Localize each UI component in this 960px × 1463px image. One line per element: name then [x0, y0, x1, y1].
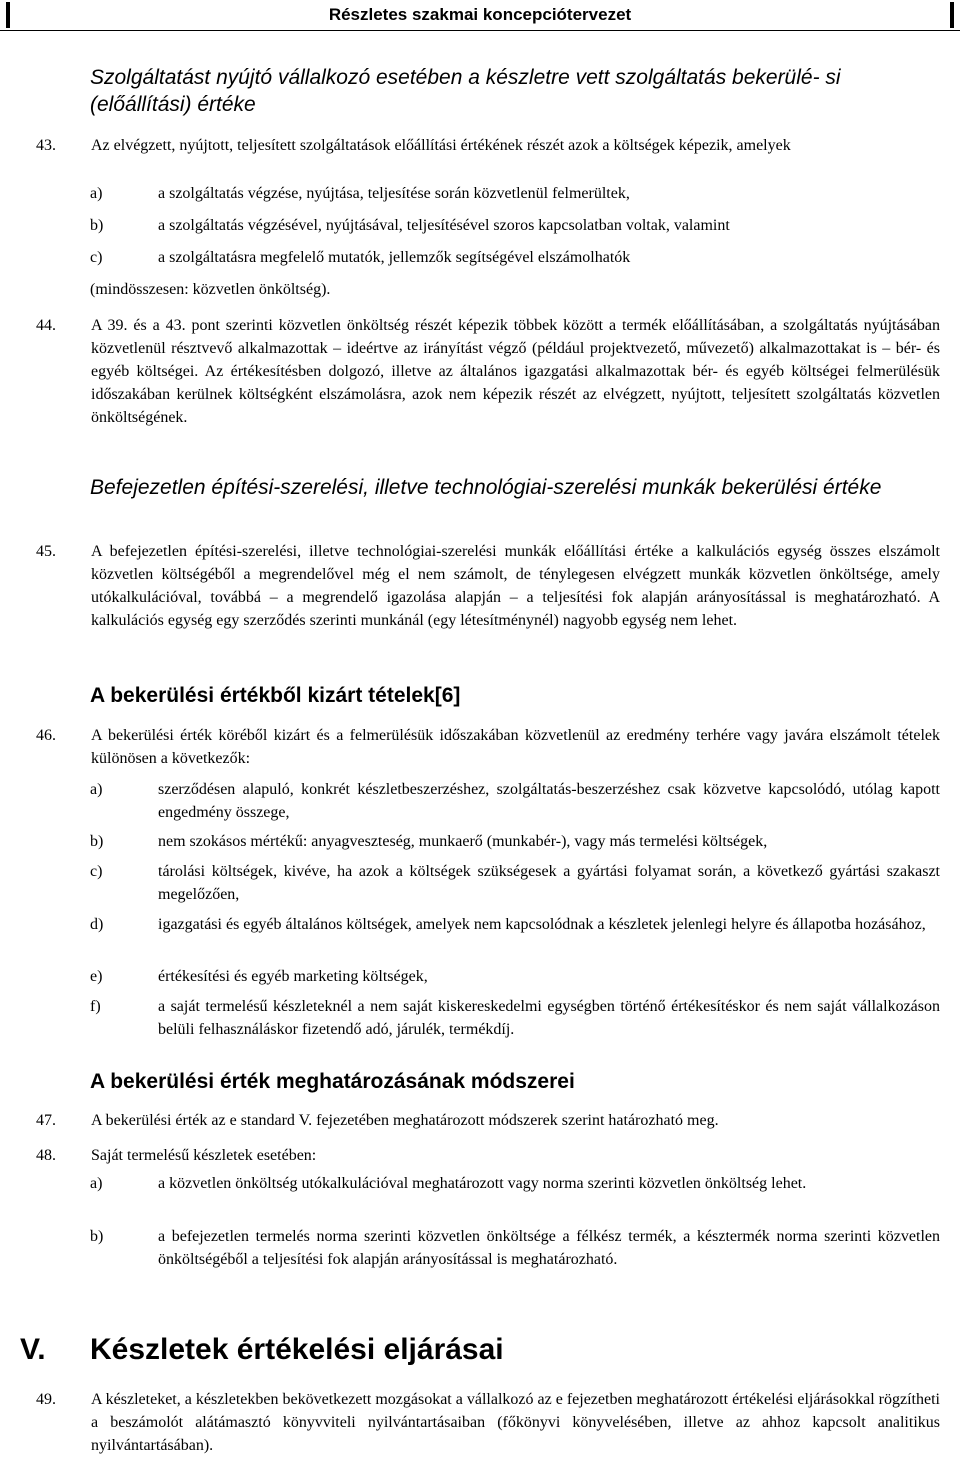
- list-item-label: d): [90, 916, 104, 933]
- paragraph-text: Az elvégzett, nyújtott, teljesített szolgáltatások előállítási értékének részét azok a költségek képezik, amelyek: [91, 137, 791, 154]
- list-item-text: szerződésen alapuló, konkrét készletbeszerzéshez, szolgáltatás-beszerzéshez csak közvetve kapcsolódó, utólag kapott engedmény összege,: [158, 781, 940, 821]
- list-item: [90, 1225, 940, 1271]
- header-right-bar: [950, 2, 954, 28]
- chapter-title: Készletek értékelési eljárásai: [90, 1333, 504, 1366]
- list-item-label: a): [90, 781, 103, 798]
- list-item: [90, 995, 940, 1041]
- list-item-label: e): [90, 968, 103, 985]
- list-item-text: a közvetlen önköltség utókalkulációval meghatározott vagy norma szerinti közvetlen önköltség lehet.: [158, 1175, 807, 1192]
- paragraph-text: A készleteket, a készletekben bekövetkezett mozgásokat a vállalkozó az e fejezetben meghatározott értékelési eljárásokkal rögzítheti a beszámolót alátámasztó könyvviteli nyilvántartásaiban (főkönyvi könyvelésében, illetve az ahhoz kapcsolt analitikus nyilvántartásában).: [91, 1391, 940, 1454]
- chapter-number: V.: [20, 1333, 46, 1366]
- chapter-heading: [20, 1332, 504, 1368]
- list-item: [90, 965, 940, 988]
- paragraph-46: [36, 724, 940, 770]
- paragraph-45: [36, 540, 940, 632]
- page-header: [0, 0, 960, 31]
- list-item-text: a szolgáltatás végzése, nyújtása, teljesítése során közvetlenül felmerültek,: [158, 185, 630, 202]
- list-item-label: a): [90, 185, 103, 202]
- paragraph-47: [36, 1109, 940, 1132]
- paragraph-number: 44.: [36, 317, 56, 334]
- header-title: Részletes szakmai koncepciótervezet: [328, 5, 632, 24]
- list-item: [90, 830, 940, 853]
- paragraph-number: 46.: [36, 727, 56, 744]
- list-item-text: tárolási költségek, kivéve, ha azok a költségek szükségesek a gyártási folyamat során, a következő gyártási szakaszt megelőzően,: [158, 863, 940, 903]
- paragraph-text: A befejezetlen építési-szerelési, illetve technológiai-szerelési munkák előállítási értéke a kalkulációs egység összes elszámolt közvetlen költségéből a megrendelővel még el nem számolt, de ténylegesen elvégzett munkák közvetlen önköltsége, amely utókalkulációval, továbbá – a megrendelő igazolása alapján – a teljesítési fok alapján arányosítással is meghatározható. A kalkulációs egység egy szerződés szerinti munkánál (egy létesítménynél) nagyobb egység nem lehet.: [91, 543, 940, 629]
- list-item-text: a szolgáltatás végzésével, nyújtásával, teljesítésével szoros kapcsolatban voltak, valamint: [158, 217, 730, 234]
- list-item-text: nem szokásos mértékű: anyagveszteség, munkaerő (munkabér-), vagy más termelési költségek,: [158, 833, 768, 850]
- list-item-text: a szolgáltatásra megfelelő mutatók, jellemzők segítségével elszámolhatók: [158, 249, 631, 266]
- list-item: [90, 913, 940, 936]
- paragraph-text: A bekerülési érték az e standard V. fejezetében meghatározott módszerek szerint határozható meg.: [91, 1112, 719, 1129]
- paragraph-text: A bekerülési érték köréből kizárt és a felmerülésük időszakában közvetlenül az eredmény terhére vagy javára elszámolt tételek különösen a következők:: [91, 727, 940, 767]
- paragraph-closing: (mindösszesen: közvetlen önköltség).: [90, 281, 331, 298]
- paragraph-number: 43.: [36, 137, 56, 154]
- paragraph-text: A 39. és a 43. pont szerinti közvetlen önköltség részét képezik többek között a termék előállításában, a szolgáltatás nyújtásában közvetlenül résztvevő alkalmazottak – ideértve az irányítást végző (például projektvezető, művezető) alkalmazottakat is – bér- és egyéb költségei. Az értékesítésben dolgozó, illetve az általános igazgatási alkalmazottak bér- és egyéb költségei felmerülésük időszakában kerülnek költségként elszámolásra, azok nem képezik részét az elvégzett, nyújtott, teljesített szolgáltatás közvetlen önköltségének.: [91, 317, 940, 426]
- list-item-text: a befejezetlen termelés norma szerinti közvetlen önköltsége a félkész termék, a késztermék norma szerinti közvetlen önköltségéből a teljesítési fok alapján arányosítással is meghatározható.: [158, 1228, 940, 1268]
- list-item: [90, 778, 940, 824]
- section-title-excluded-items: A bekerülési értékből kizárt tételek[6]: [90, 684, 461, 707]
- list-item-label: b): [90, 833, 104, 850]
- list-item: [90, 214, 940, 237]
- paragraph-number: 47.: [36, 1112, 56, 1129]
- paragraph-44: [36, 314, 940, 429]
- list-item-label: b): [90, 217, 104, 234]
- list-item-text: igazgatási és egyéb általános költségek, amelyek nem kapcsolódnak a készletek jelenlegi helyre és állapotba hozásához,: [158, 916, 926, 933]
- paragraph-text: Saját termelésű készletek esetében:: [91, 1147, 317, 1164]
- paragraph-43: [36, 134, 940, 157]
- paragraph-number: 45.: [36, 543, 56, 560]
- list-item-label: f): [90, 998, 101, 1015]
- paragraph-number: 48.: [36, 1147, 56, 1164]
- list-item: [90, 1172, 940, 1195]
- paragraph-number: 49.: [36, 1391, 56, 1408]
- section-title-service-cost: Szolgáltatást nyújtó vállalkozó esetében a készletre vett szolgáltatás bekerülé- si (előállítási) értéke: [90, 66, 841, 116]
- list-item-label: a): [90, 1175, 103, 1192]
- list-item-label: c): [90, 863, 103, 880]
- section-title-unfinished-works: Befejezetlen építési-szerelési, illetve technológiai-szerelési munkák bekerülési értéke: [90, 476, 882, 499]
- list-item: [90, 860, 940, 906]
- list-item-label: b): [90, 1228, 104, 1245]
- paragraph-49: [36, 1388, 940, 1457]
- section-title-methods: A bekerülési érték meghatározásának módszerei: [90, 1070, 575, 1093]
- paragraph-48: [36, 1144, 940, 1167]
- list-item: [90, 182, 940, 205]
- list-item-text: értékesítési és egyéb marketing költségek,: [158, 968, 428, 985]
- list-item: [90, 246, 940, 269]
- list-item-text: a saját termelésű készleteknél a nem saját kiskereskedelmi egységben történő értékesítéskor és nem saját vállalkozáson belüli felhasználáskor fizetendő adó, járulék, termékdíj.: [158, 998, 940, 1038]
- list-item-label: c): [90, 249, 103, 266]
